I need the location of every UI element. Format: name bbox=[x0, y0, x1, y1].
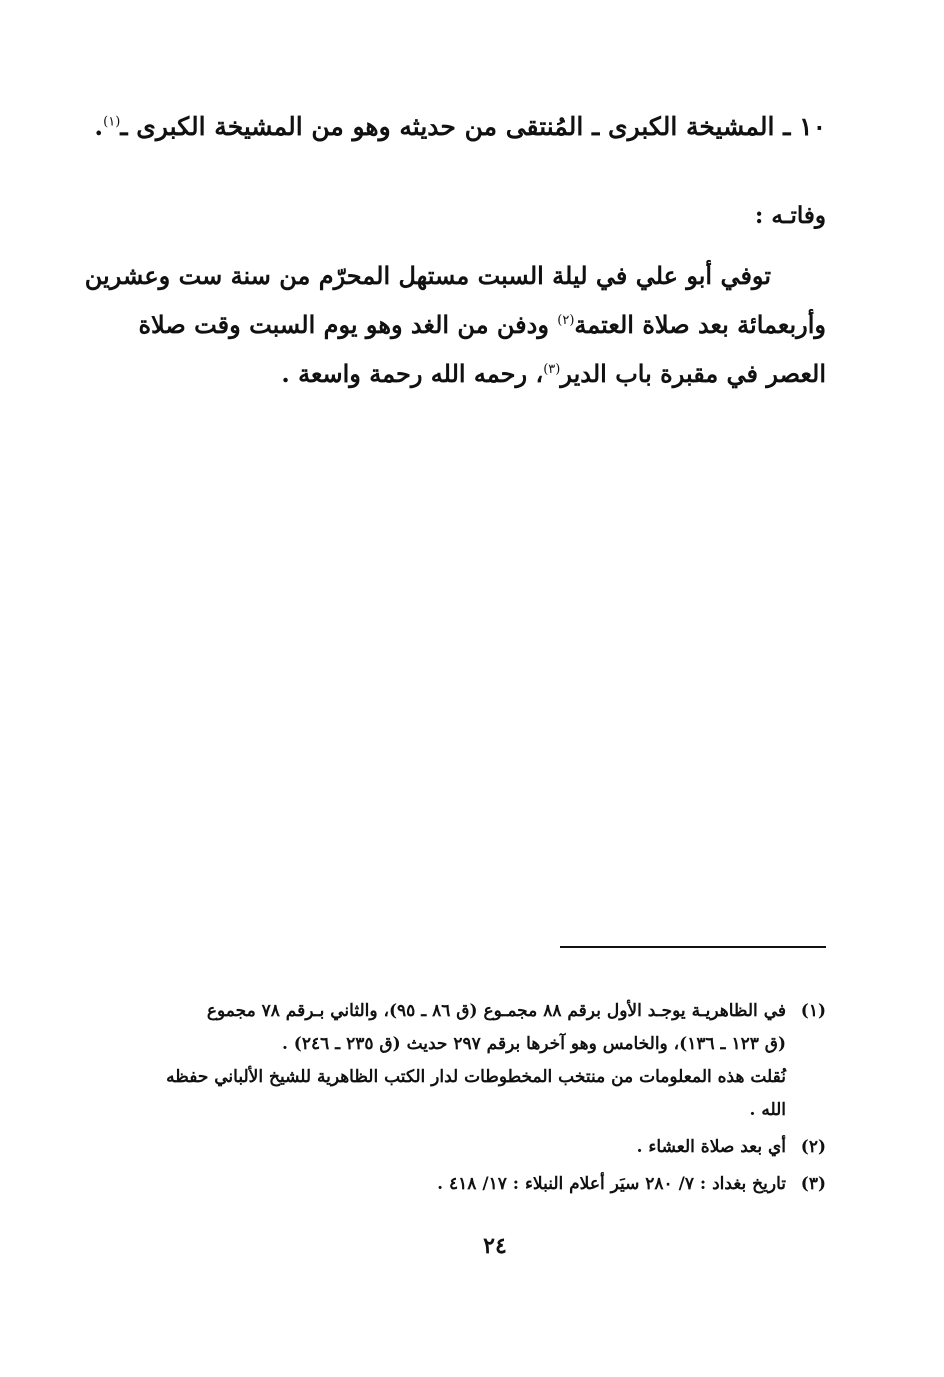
item-line bbox=[94, 112, 826, 141]
body-line-3-end: ، رحمه الله رحمة واسعة . bbox=[281, 359, 544, 388]
footnote-line: (ق ١٢٣ ـ ١٣٦)، والخامس وهو آخرها برقم ٢٩٧ حديث (ق ٢٣٥ ـ ٢٤٦) . bbox=[281, 1034, 786, 1054]
footnote-ref-2: (٢) bbox=[557, 313, 575, 328]
footnote-line: تاريخ بغداد : ٧/ ٢٨٠ سيَر أعلام النبلاء : ١٧/ ٤١٨ . bbox=[437, 1174, 786, 1194]
body-line-3-start: العصر في مقبرة باب الدير bbox=[560, 359, 826, 388]
body-line-2-end: ودفن من الغد وهو يوم السبت وقت صلاة bbox=[138, 310, 558, 339]
footnote-2 bbox=[121, 1131, 826, 1164]
footnote-line: في الظاهريـة يوجـد الأول برقم ٨٨ مجمـوع (ق ٨٦ ـ ٩٥)، والثاني بـرقم ٧٨ مجموع bbox=[206, 1001, 786, 1021]
footnote-number: (٢) bbox=[800, 1137, 826, 1157]
body-line-3 bbox=[126, 347, 826, 396]
body-line-2 bbox=[126, 298, 826, 347]
footnote-text bbox=[121, 995, 786, 1127]
footnote-ref-3: (٣) bbox=[543, 362, 561, 377]
footnote-line: أي بعد صلاة العشاء . bbox=[636, 1137, 786, 1157]
footnote-text bbox=[121, 1168, 786, 1201]
body-paragraph bbox=[84, 253, 826, 396]
footnote-line: نُقلت هذه المعلومات من منتخب المخطوطات لدار الكتب الظاهرية للشيخ الألباني حفظه bbox=[166, 1067, 786, 1087]
footnote-divider bbox=[560, 946, 826, 948]
body-line-2-start: وأربعمائة بعد صلاة العتمة bbox=[574, 310, 826, 339]
footnote-number: (١) bbox=[800, 1001, 826, 1021]
footnote-3 bbox=[121, 1168, 826, 1201]
footnote-1 bbox=[121, 995, 826, 1127]
item-text: ١٠ ـ المشيخة الكبرى ـ المُنتقى من حديثه وهو من المشيخة الكبرى ـ bbox=[120, 112, 826, 141]
footnote-number: (٣) bbox=[800, 1174, 826, 1194]
body-line-1: توفي أبو علي في ليلة السبت مستهل المحرّم من سنة ست وعشرين bbox=[84, 261, 771, 290]
footnote-line: الله . bbox=[749, 1100, 786, 1120]
footnote-ref-1: (١) bbox=[103, 114, 121, 130]
footnote-text bbox=[121, 1131, 786, 1164]
section-heading: وفاتـه : bbox=[754, 202, 826, 229]
item-end: . bbox=[94, 112, 104, 141]
page-number: ٢٤ bbox=[483, 1233, 507, 1259]
footnotes bbox=[121, 995, 826, 1201]
